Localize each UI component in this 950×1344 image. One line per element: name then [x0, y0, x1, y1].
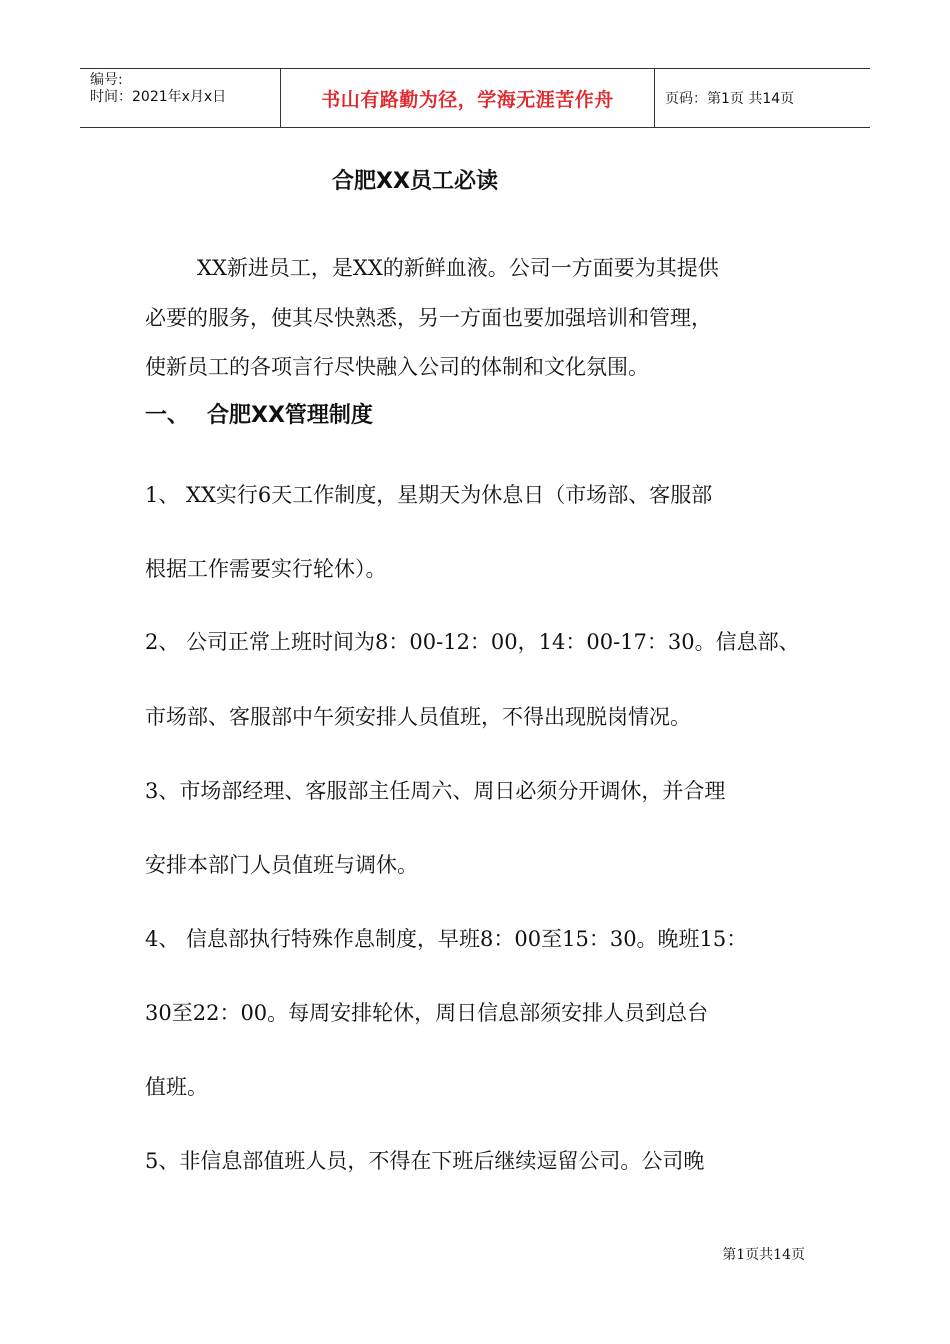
rule-line: 3、市场部经理、客服部主任周六、周日必须分开调休，并合理 [145, 779, 726, 803]
rule-line: 根据工作需要实行轮休）。 [145, 557, 387, 581]
rule-line: 2、 公司正常上班时间为8：00-12：00，14：00-17：30。信息部、 [145, 630, 800, 654]
rule-line: 5、非信息部值班人员，不得在下班后继续逗留公司。公司晚 [145, 1149, 705, 1173]
header-motto-cell [281, 69, 655, 127]
header-date-label: 时间：2021年x月x日 [90, 89, 227, 105]
header-number-label: 编号: [90, 72, 123, 88]
rule-line: 市场部、客服部中午须安排人员值班，不得出现脱岗情况。 [145, 705, 691, 729]
rule-line: 值班。 [145, 1075, 208, 1099]
header-meta [80, 69, 281, 127]
rule-line: 安排本部门人员值班与调休。 [145, 853, 418, 877]
header-page-cell [655, 69, 870, 127]
rule-line: 4、 信息部执行特殊作息制度，早班8：00至15：30。晚班15： [145, 927, 748, 951]
section-title: 合肥XX管理制度 [207, 403, 373, 428]
header-page-label: 页码：第1页 共14页 [665, 91, 795, 107]
page-footer: 第1页共14页 [722, 1247, 805, 1263]
header-motto: 书山有路勤为径，学海无涯苦作舟 [321, 88, 614, 111]
intro-line: 必要的服务，使其尽快熟悉，另一方面也要加强培训和管理， [145, 306, 712, 330]
rule-line: 30至22：00。每周安排轮休，周日信息部须安排人员到总台 [145, 1001, 709, 1025]
document-title: 合肥XX员工必读 [332, 169, 498, 194]
rule-line: 1、 XX实行6天工作制度，星期天为休息日（市场部、客服部 [145, 483, 713, 507]
section-heading [145, 399, 373, 433]
intro-line: 使新员工的各项言行尽快融入公司的体制和文化氛围。 [145, 355, 649, 379]
page-header [80, 68, 870, 128]
intro-line: XX新进员工，是XX的新鲜血液。公司一方面要为其提供 [197, 256, 719, 280]
section-number: 一、 [145, 403, 190, 428]
